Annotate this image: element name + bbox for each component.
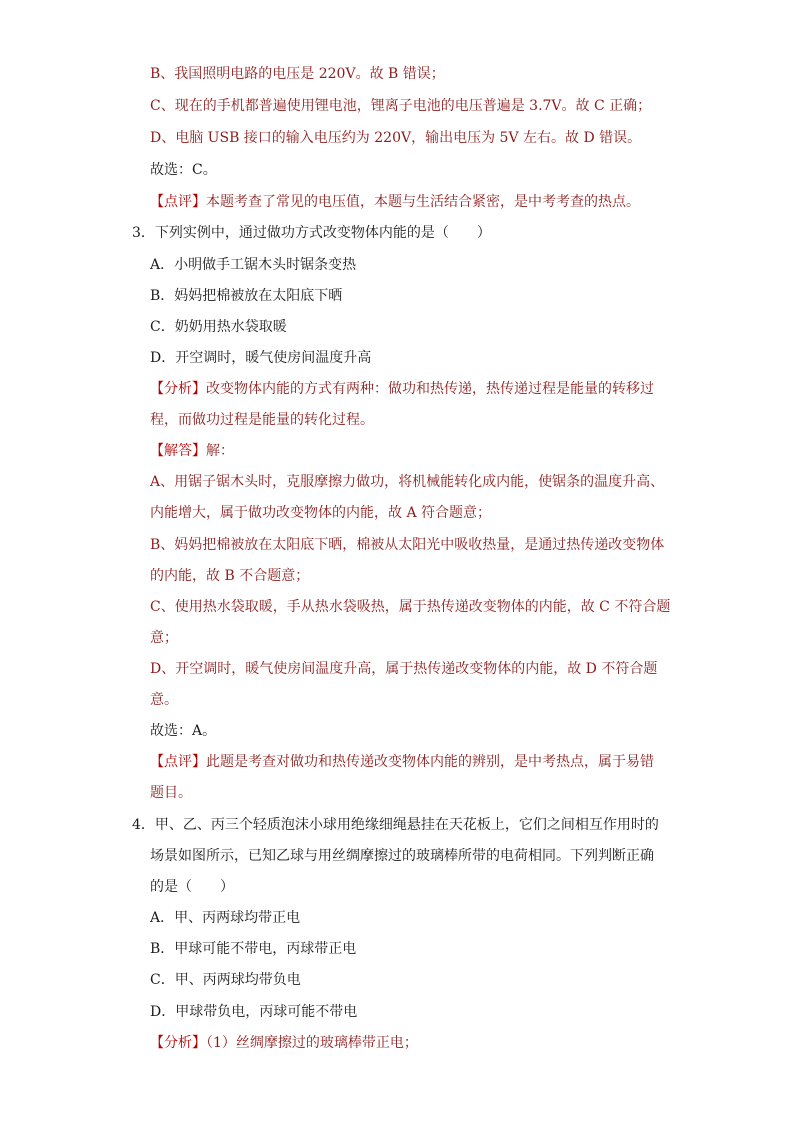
- q3-stem: 3．下列实例中，通过做功方式改变物体内能的是（ ）: [132, 225, 491, 241]
- q4-option-c: C．甲、丙两球均带负电: [150, 972, 301, 988]
- prev-answer: 故选：C。: [150, 162, 217, 178]
- q3-analysis-cont: 程，而做功过程是能量的转化过程。: [150, 412, 374, 428]
- comment-tag: 【点评】: [150, 194, 206, 210]
- q3-solution-c: C、使用热水袋取暖，手从热水袋吸热，属于热传递改变物体的内能，故 C 不符合题: [150, 599, 671, 615]
- q3-solution-header: [150, 441, 234, 461]
- q3-solution-a: A、用锯子锯木头时，克服摩擦力做功，将机械能转化成内能，使锯条的温度升高、: [150, 474, 665, 490]
- q3-comment-cont: 题目。: [150, 785, 192, 801]
- q3-option-c: C．奶奶用热水袋取暖: [150, 319, 287, 335]
- solution-tag: 【解答】: [150, 443, 206, 459]
- q4-option-a: A．甲、丙两球均带正电: [150, 910, 301, 926]
- q4-option-d: D．甲球带负电，丙球可能不带电: [150, 1004, 358, 1020]
- q3-solution-c-cont: 意；: [150, 630, 178, 646]
- q3-solution-d-cont: 意。: [150, 692, 178, 708]
- prev-comment: [150, 192, 640, 212]
- analysis-tag: 【分析】: [150, 381, 206, 397]
- q3-comment: [150, 752, 654, 772]
- q3-solution-b: B、妈妈把棉被放在太阳底下晒，棉被从太阳光中吸收热量，是通过热传递改变物体: [150, 537, 665, 553]
- comment-text: 此题是考查对做功和热传递改变物体内能的辨别，是中考热点，属于易错: [206, 754, 654, 770]
- analysis-tag: 【分析】: [150, 1035, 206, 1051]
- q3-analysis: [150, 379, 654, 399]
- q3-answer: 故选：A。: [150, 723, 217, 739]
- q4-stem: 4．甲、乙、丙三个轻质泡沫小球用绝缘细绳悬挂在天花板上，它们之间相互作用时的: [132, 817, 659, 833]
- analysis-text: （1）丝绸摩擦过的玻璃棒带正电；: [206, 1035, 418, 1051]
- solution-label: 解：: [206, 443, 234, 459]
- prev-option-d-explanation: D、电脑 USB 接口的输入电压约为 220V，输出电压为 5V 左右。故 D 错误。: [150, 130, 642, 146]
- q4-analysis: [150, 1033, 418, 1053]
- q3-solution-a-cont: 内能增大，属于做功改变物体的内能，故 A 符合题意；: [150, 505, 492, 521]
- q4-stem-cont: 场景如图所示，已知乙球与用丝绸摩擦过的玻璃棒所带的电荷相同。下列判断正确: [150, 848, 654, 864]
- prev-option-b-explanation: B、我国照明电路的电压是 220V。故 B 错误；: [150, 66, 445, 82]
- comment-text: 本题考查了常见的电压值，本题与生活结合紧密，是中考考查的热点。: [206, 194, 640, 210]
- q3-solution-d: D、开空调时，暖气使房间温度升高，属于热传递改变物体的内能，故 D 不符合题: [150, 661, 658, 677]
- q3-option-b: B．妈妈把棉被放在太阳底下晒: [150, 288, 343, 304]
- analysis-text: 改变物体内能的方式有两种：做功和热传递，热传递过程是能量的转移过: [206, 381, 654, 397]
- q4-option-b: B．甲球可能不带电，丙球带正电: [150, 941, 357, 957]
- q3-solution-b-cont: 的内能，故 B 不合题意；: [150, 568, 310, 584]
- q3-option-a: A．小明做手工锯木头时锯条变热: [150, 257, 357, 273]
- comment-tag: 【点评】: [150, 754, 206, 770]
- q4-stem-end: 的是（ ）: [150, 879, 234, 895]
- prev-option-c-explanation: C、现在的手机都普遍使用锂电池，锂离子电池的电压普遍是 3.7V。故 C 正确；: [150, 98, 652, 114]
- q3-option-d: D．开空调时，暖气使房间温度升高: [150, 350, 372, 366]
